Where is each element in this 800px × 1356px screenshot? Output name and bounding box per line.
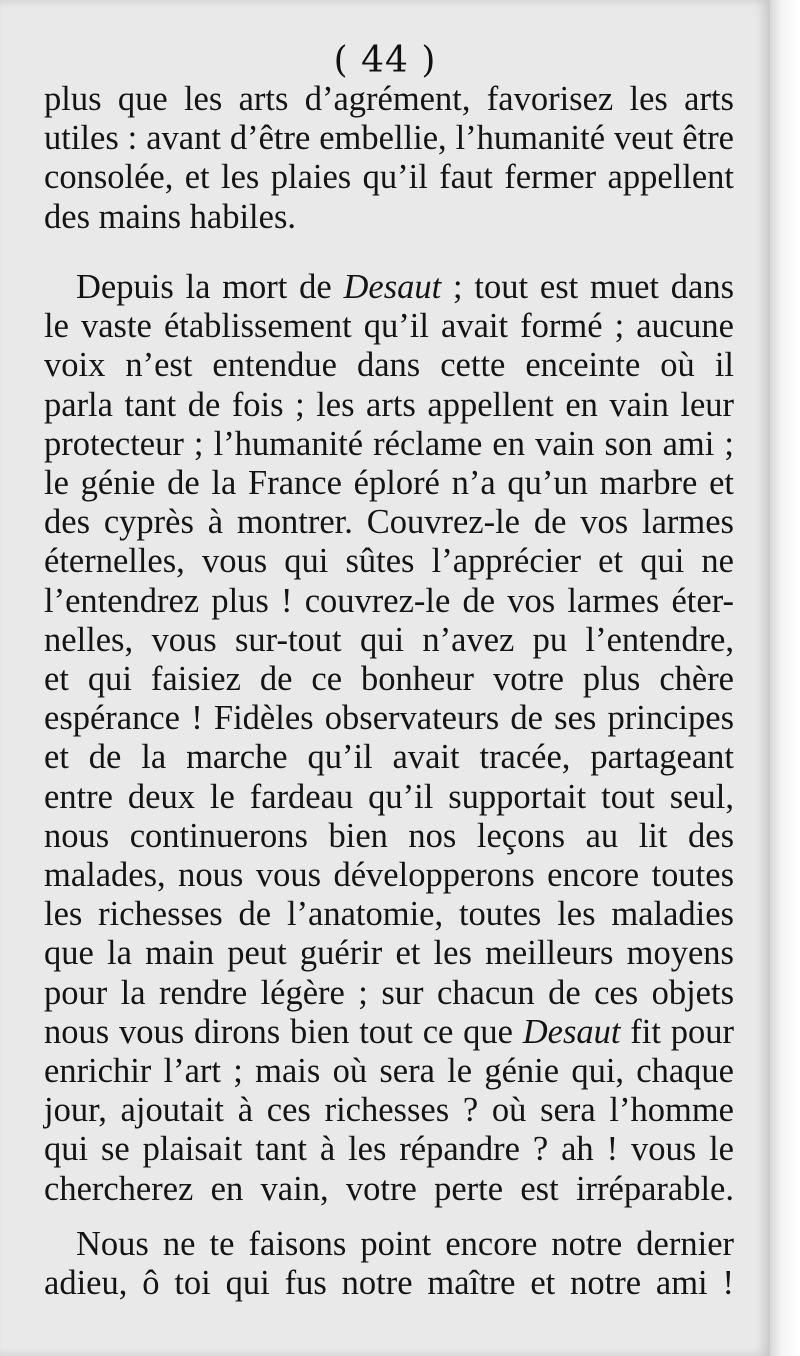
text-line: nous continuerons bien nos leçons au lit des [44,816,734,855]
text-line: chercherez en vain, votre perte est irréparable. [44,1169,734,1208]
text-line: enrichir l’art ; mais où sera le génie qui, chaque [44,1052,734,1091]
text-line: parla tant de fois ; les arts appellent en vain leur [44,385,734,424]
paragraph-1 [44,80,734,237]
text-line: et qui faisiez de ce bonheur votre plus chère [44,660,734,699]
text-line: nous vous dirons bien tout ce que Desaut fit pour [44,1012,735,1051]
text-line: adieu, ô toi qui fus notre maître et notre ami ! [44,1264,734,1303]
text-line: utiles : avant d’être embellie, l’humanité veut être [44,119,734,158]
text-line: malades, nous vous développerons encore toutes [44,856,734,895]
text-line: voix n’est entendue dans cette enceinte où il [44,346,734,385]
text-line: Depuis la mort de Desaut ; tout est muet dans [76,268,734,306]
paragraph-3 [44,1225,734,1303]
text-line: protecteur ; l’humanité réclame en vain son ami ; [44,424,734,463]
text-line: et de la marche qu’il avait tracée, partageant [44,738,734,777]
text-line: entre deux le fardeau qu’il supportait tout seul, [44,777,734,816]
text-line: plus que les arts d’agrément, favorisez les arts [44,80,734,118]
text-line: le vaste établissement qu’il avait formé ; aucune [44,307,734,346]
name-desaut: Desaut [343,268,442,306]
text-line: éternelles, vous qui sûtes l’apprécier et qui ne [44,542,734,581]
name-desaut: Desaut [522,1012,621,1051]
text-line: des mains habiles. [44,197,296,236]
text-line: les richesses de l’anatomie, toutes les maladies [44,895,734,934]
text-line: que la main peut guérir et les meilleurs moyens [44,934,734,973]
text-line: des cyprès à montrer. Couvrez-le de vos larmes [44,503,734,542]
text-line: espérance ! Fidèles observateurs de ses principes [44,699,734,738]
text-line: jour, ajoutait à ces richesses ? où sera l’homme [44,1091,734,1130]
paragraph-2 [44,268,734,1209]
text-line: nelles, vous sur-tout qui n’avez pu l’entendre, [44,620,734,659]
page-edge [770,0,800,1356]
text-line: Nous ne te faisons point encore notre dernier [76,1225,734,1263]
text-line: consolée, et les plaies qu’il faut fermer appellent [44,158,734,197]
text-line: l’entendrez plus ! couvrez-le de vos larmes éter- [44,581,734,620]
text-line: qui se plaisait tant à les répandre ? ah ! vous le [44,1130,734,1169]
text-line: le génie de la France éploré n’a qu’un marbre et [44,464,734,503]
page-number: ( 44 ) [333,40,437,81]
text-line: pour la rendre légère ; sur chacun de ces objets [44,973,734,1012]
